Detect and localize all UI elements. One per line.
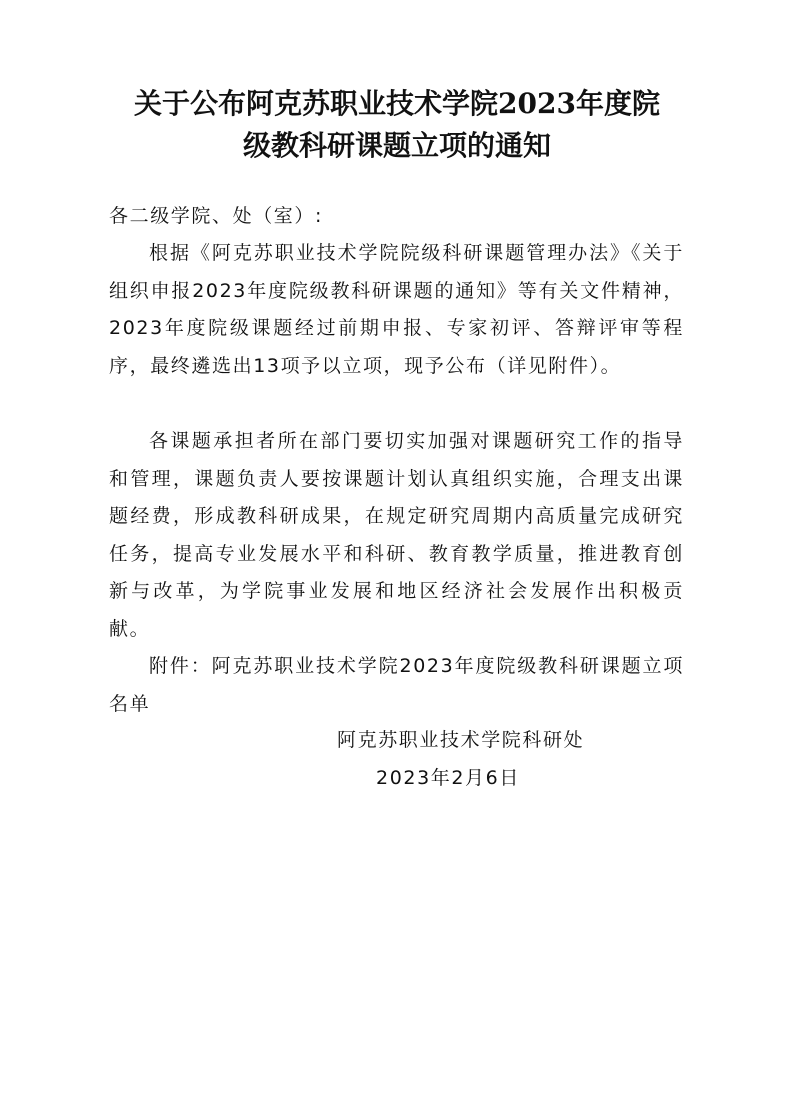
- salutation: 各二级学院、处（室）:: [109, 205, 324, 227]
- document-title-line-1: 关于公布阿克苏职业技术学院2023年度院: [134, 87, 660, 120]
- document-title-line-2: 级教科研课题立项的通知: [242, 129, 551, 162]
- paragraph-1: 根据《阿克苏职业技术学院院级科研课题管理办法》《关于组织申报2023年度院级教科研课题的通知》等有关文件精神，2023年度院级课题经过前期申报、专家初评、答辩评审等程序，最终遴选出13项予以立项，现予公布（详见附件）。: [109, 242, 684, 377]
- paragraph-2: 各课题承担者所在部门要切实加强对课题研究工作的指导和管理，课题负责人要按课题计划认真组织实施，合理支出课题经费，形成教科研成果，在规定研究周期内高质量完成研究任务，提高专业发展水平和科研、教育教学质量，推进教育创新与改革，为学院事业发展和地区经济社会发展作出积极贡献。: [109, 430, 684, 640]
- attachment-note: 附件：阿克苏职业技术学院2023年度院级教科研课题立项名单: [109, 655, 684, 715]
- signature-date: 2023年2月6日: [376, 767, 520, 789]
- signature-organization: 阿克苏职业技术学院科研处: [337, 729, 585, 751]
